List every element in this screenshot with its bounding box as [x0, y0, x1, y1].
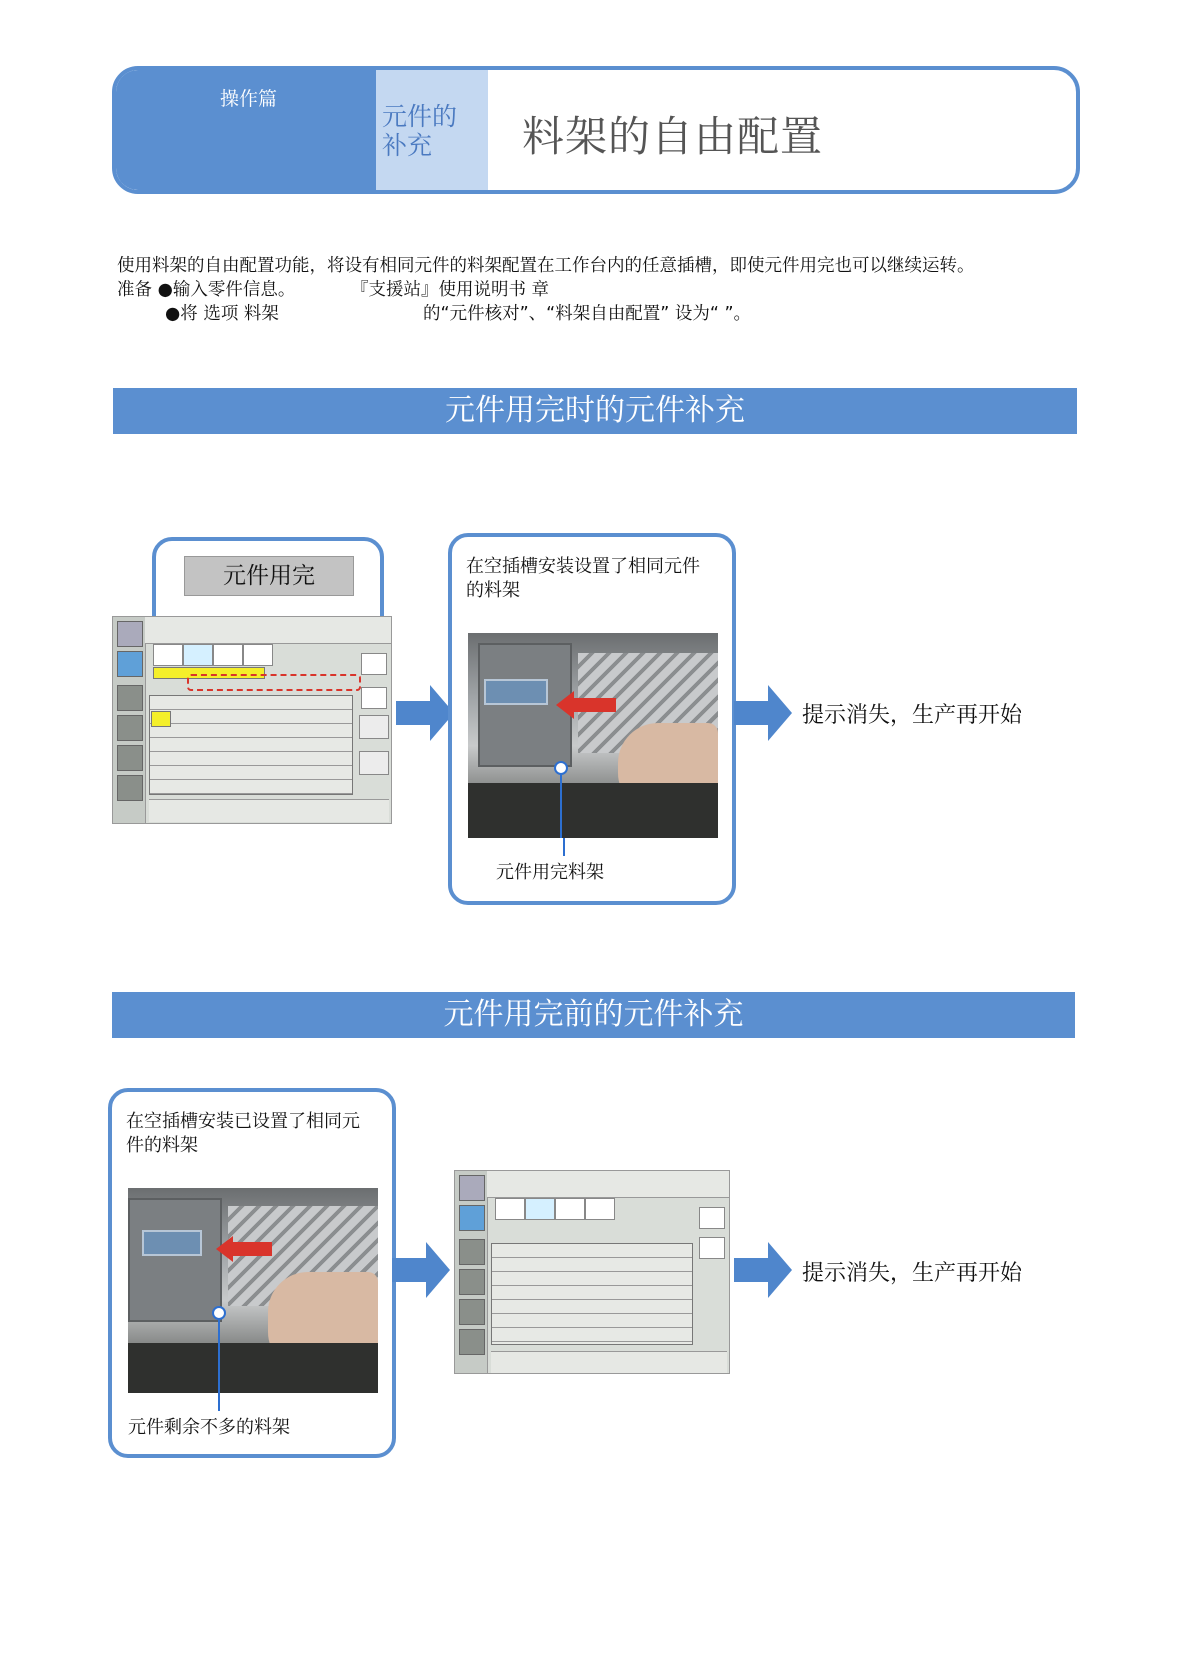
screen-tool-button[interactable] — [585, 1198, 615, 1220]
screen-nav-button[interactable] — [459, 1239, 485, 1265]
screen-footer-bar — [149, 799, 389, 822]
screen-footer-bar — [491, 1351, 727, 1374]
screen-info-button[interactable] — [699, 1207, 725, 1229]
feeder-photo-2 — [128, 1188, 378, 1393]
insert-direction-arrow-icon — [556, 691, 616, 719]
screen-tool-button[interactable] — [495, 1198, 525, 1220]
photo-machine-panel — [128, 1198, 222, 1322]
screen-tool-button[interactable] — [243, 644, 273, 666]
section-2-result: 提示消失，生产再开始 — [802, 1261, 1023, 1286]
alert-callout-label: 元件用完 — [184, 556, 354, 596]
screen-home-icon[interactable] — [117, 621, 143, 647]
screen-sidebar — [455, 1171, 488, 1373]
section-1-result: 提示消失，生产再开始 — [802, 703, 1023, 728]
screen-nav-button[interactable] — [459, 1269, 485, 1295]
header-subsection — [382, 102, 457, 160]
screen-nav-button[interactable] — [117, 685, 143, 711]
machine-screen-normal — [454, 1170, 730, 1374]
flow-arrow-right-icon — [734, 1242, 792, 1298]
photo-pointer-line-outer — [218, 1393, 220, 1411]
screen-side-button[interactable] — [699, 1237, 725, 1259]
feeder-photo — [468, 633, 718, 838]
screen-sidebar — [113, 617, 146, 823]
screen-side-button[interactable] — [361, 687, 387, 709]
header-category: 操作篇 — [220, 88, 278, 110]
insert-direction-arrow-icon — [216, 1236, 272, 1262]
feeder-install-caption: 在空插槽安装设置了相同元件的料架 — [466, 556, 700, 601]
screen-side-button[interactable] — [359, 715, 389, 739]
screen-fan-icon[interactable] — [459, 1205, 485, 1231]
screen-fan-icon[interactable] — [117, 651, 143, 677]
header-subsection-line2: 补充 — [382, 131, 433, 160]
screen-status-bar — [145, 617, 391, 644]
screen-nav-button[interactable] — [117, 775, 143, 801]
screen-home-icon[interactable] — [459, 1175, 485, 1201]
section-1-title: 元件用完时的元件补充 — [113, 388, 1077, 434]
photo-pointer-line-outer — [563, 838, 565, 856]
machine-screen-alert — [112, 616, 392, 824]
section-2-title: 元件用完前的元件补充 — [112, 992, 1075, 1038]
flow-arrow-right-icon — [734, 685, 792, 741]
flow-arrow-right-icon — [396, 685, 454, 741]
header-category-panel — [116, 70, 376, 190]
screen-feeder-table — [491, 1243, 693, 1345]
screen-nav-button[interactable] — [459, 1299, 485, 1325]
intro-line-3-prefix: ●将 选项 料架 — [165, 304, 279, 324]
header-subsection-panel — [376, 70, 488, 190]
feeder-photo-label-2: 元件剩余不多的料架 — [128, 1417, 290, 1438]
screen-nav-button[interactable] — [459, 1329, 485, 1355]
screen-tool-button[interactable] — [213, 644, 243, 666]
screen-feeder-table — [149, 695, 353, 795]
screen-nav-button[interactable] — [117, 715, 143, 741]
screen-nav-button[interactable] — [117, 745, 143, 771]
screen-side-button[interactable] — [359, 751, 389, 775]
intro-line-3-suffix: 的“元件核对”、“料架自由配置” 设为“ ”。 — [423, 304, 752, 324]
photo-label-plate — [484, 679, 548, 705]
feeder-photo-label: 元件用完料架 — [496, 862, 604, 883]
photo-pointer-line — [560, 773, 562, 838]
screen-alert-highlight — [187, 674, 361, 691]
photo-pointer-line — [218, 1318, 220, 1393]
feeder-install-box-2 — [108, 1088, 396, 1458]
screen-tool-button[interactable] — [555, 1198, 585, 1220]
screen-tool-button[interactable] — [183, 644, 213, 666]
feeder-install-box — [448, 533, 736, 905]
screen-tool-button[interactable] — [525, 1198, 555, 1220]
flow-arrow-right-icon — [392, 1242, 450, 1298]
screen-feeder-warning-cell — [151, 711, 171, 727]
screen-status-bar — [487, 1171, 729, 1198]
page-header — [112, 66, 1080, 194]
photo-label-plate — [142, 1230, 202, 1256]
header-subsection-line1: 元件的 — [382, 102, 458, 131]
intro-line-2-ref: 『支援站』使用说明书 章 — [351, 280, 550, 300]
intro-line-1: 使用料架的自由配置功能，将设有相同元件的料架配置在工作台内的任意插槽，即使元件用完也可以继续运转。 — [117, 256, 975, 276]
screen-info-button[interactable] — [361, 653, 387, 675]
screen-tool-button[interactable] — [153, 644, 183, 666]
page-title: 料架的自由配置 — [522, 112, 824, 161]
photo-base — [128, 1343, 378, 1393]
feeder-install-caption-2: 在空插槽安装已设置了相同元件的料架 — [126, 1111, 360, 1156]
photo-base — [468, 783, 718, 838]
intro-line-2-prefix: 准备 ●输入零件信息。 — [117, 280, 296, 300]
